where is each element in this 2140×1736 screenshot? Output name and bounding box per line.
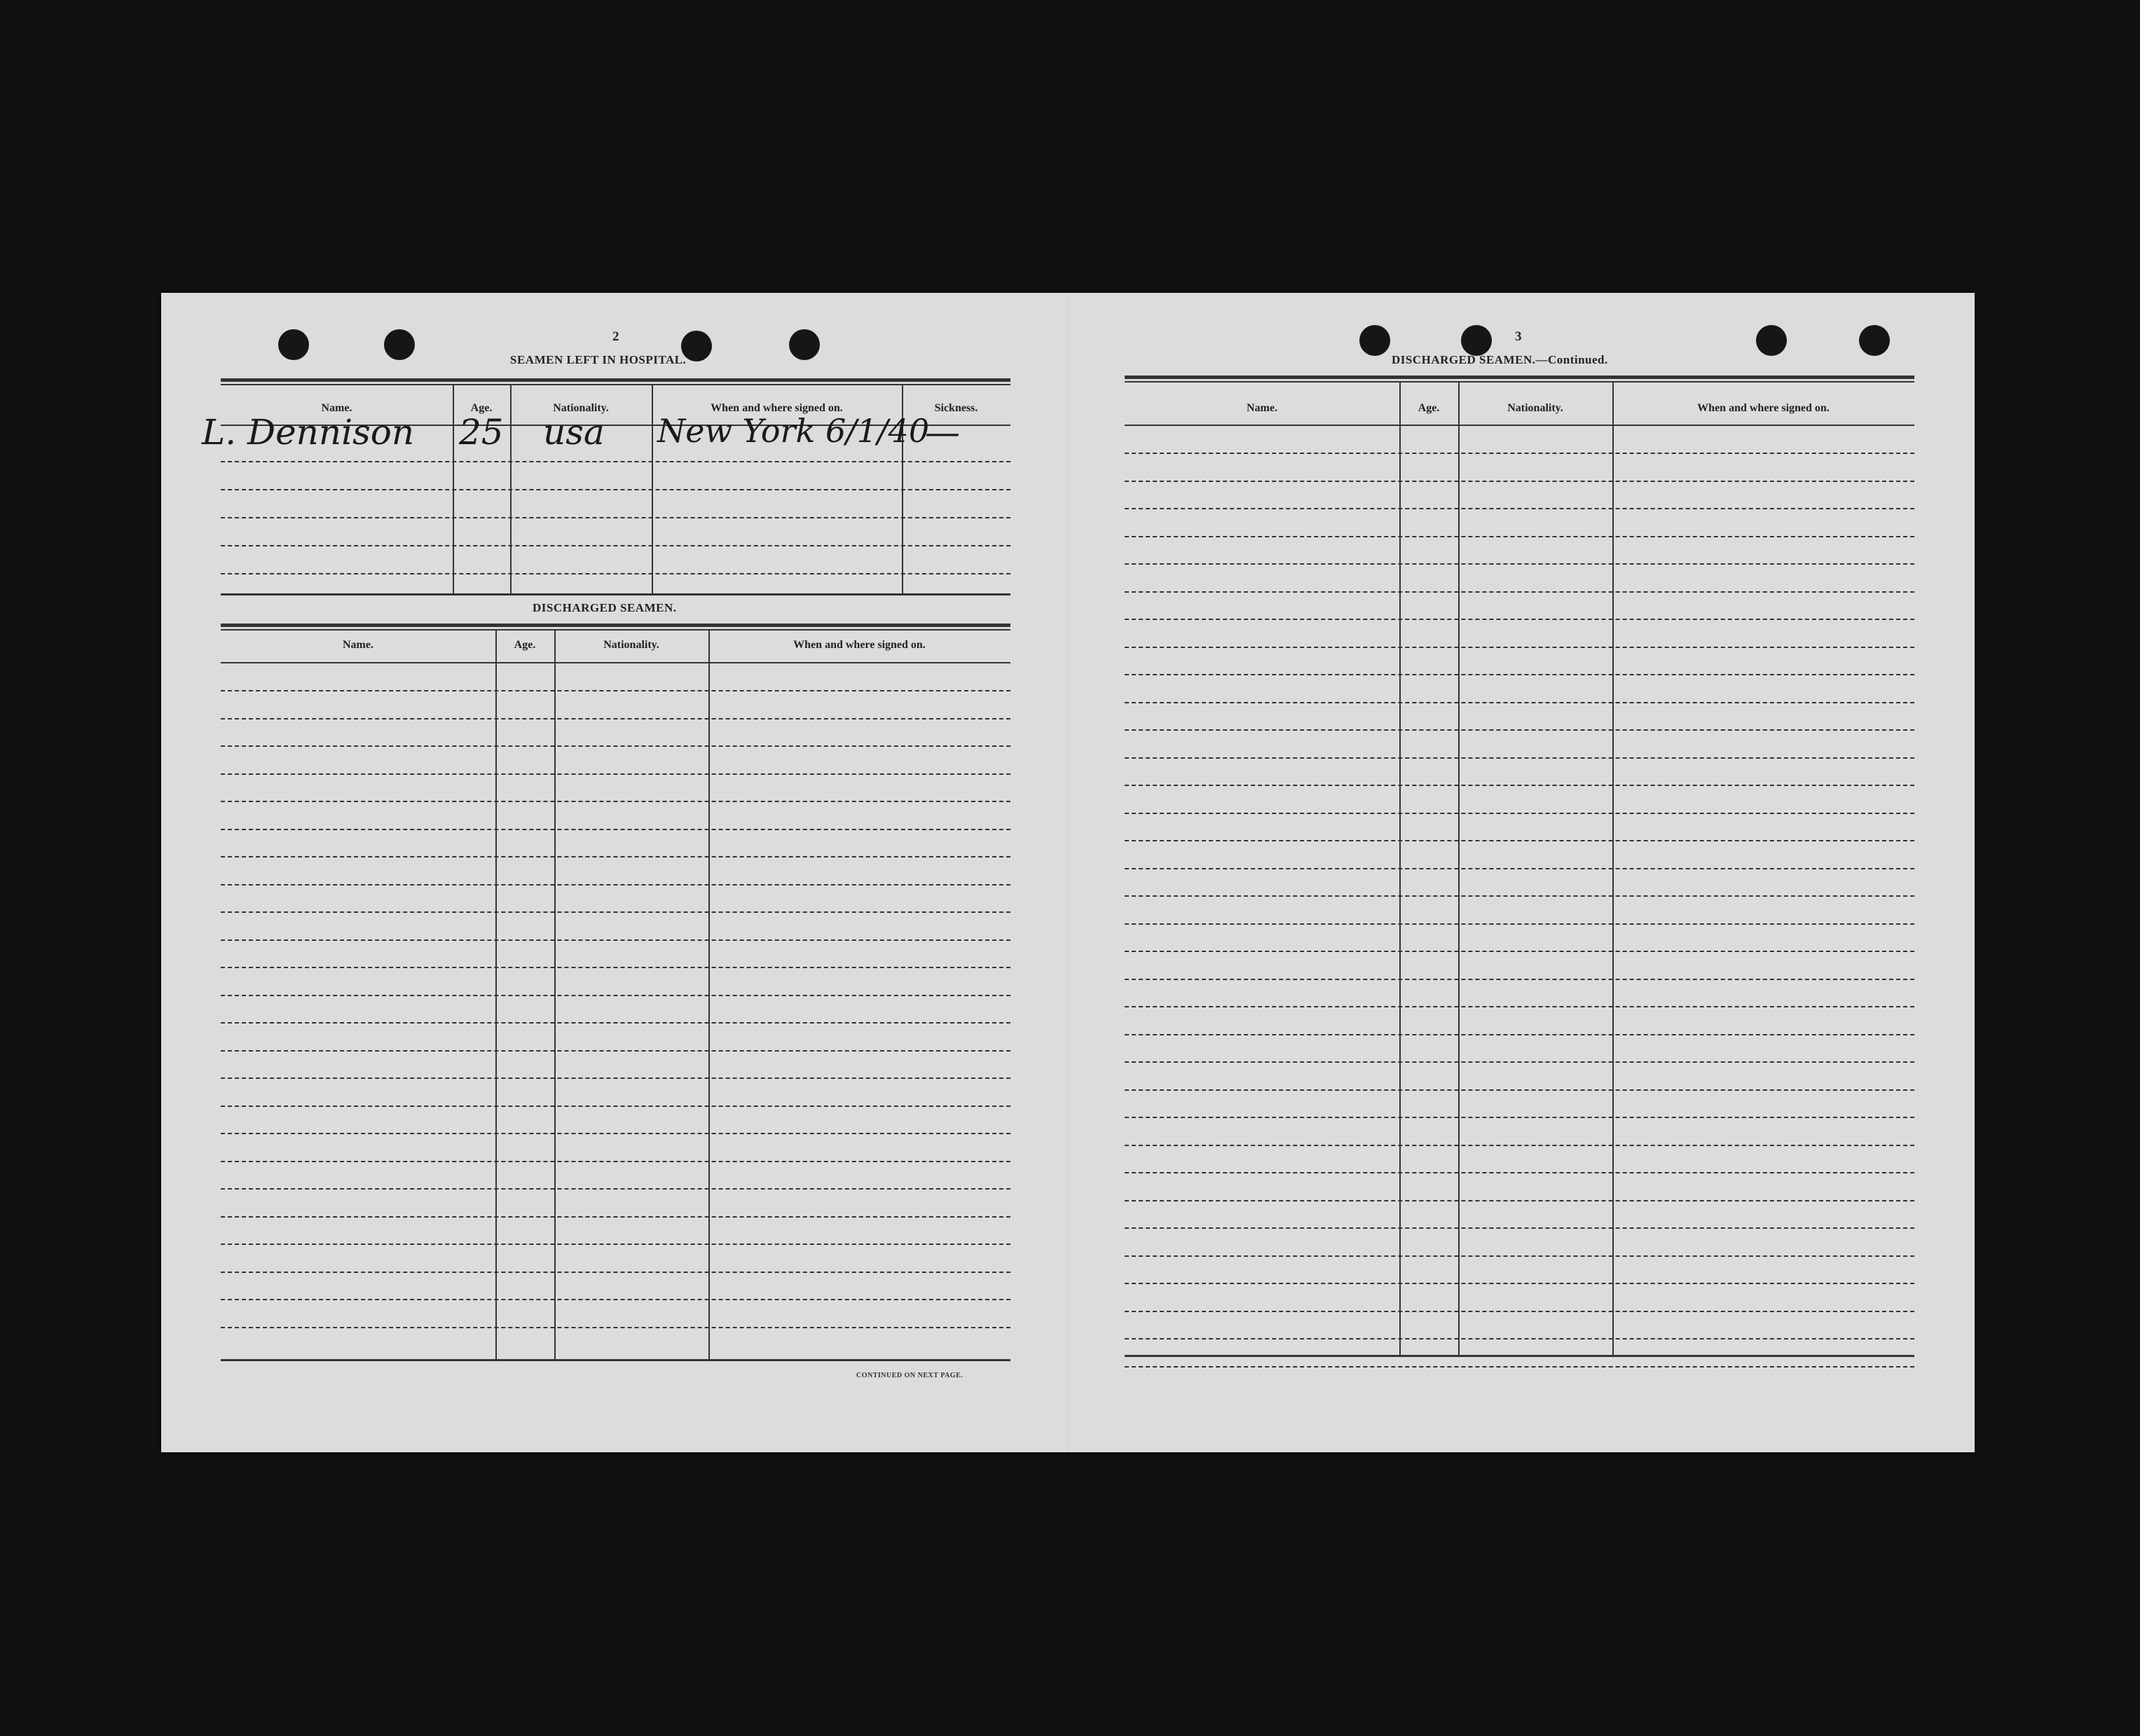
- ruled-line: [221, 690, 1010, 691]
- ruled-line: [1125, 868, 1914, 869]
- punch-hole: [1461, 325, 1492, 356]
- ruled-line: [221, 995, 1010, 996]
- hospital-entry-name: L. Dennison: [202, 412, 415, 453]
- column-header-name: Name.: [1247, 402, 1277, 414]
- page-number-left: 2: [612, 329, 619, 344]
- ruled-line: [1125, 1117, 1914, 1118]
- ruled-line: [1125, 536, 1914, 537]
- punch-hole: [1359, 325, 1390, 356]
- column-header-name: Name.: [343, 639, 373, 651]
- ruled-line: [1125, 951, 1914, 952]
- discharged-section-title: DISCHARGED SEAMEN.: [533, 601, 677, 614]
- ruled-line: [1125, 647, 1914, 648]
- column-header-sickness: Sickness.: [934, 402, 978, 414]
- page-number-right: 3: [1515, 329, 1522, 344]
- column-header-nationality: Nationality.: [1507, 402, 1563, 414]
- ruled-line: [221, 1022, 1010, 1024]
- ruled-line: [1125, 979, 1914, 980]
- ruled-line: [1125, 895, 1914, 897]
- ruled-line: [221, 745, 1010, 747]
- ruled-line: [221, 1133, 1010, 1134]
- discharged-table-right: [1125, 376, 1914, 1370]
- ruled-line: [221, 801, 1010, 802]
- column-header-age: Age.: [1418, 402, 1440, 414]
- ruled-line: [221, 1105, 1010, 1107]
- ruled-line: [1125, 563, 1914, 565]
- ruled-line: [221, 1272, 1010, 1273]
- ruled-line: [1125, 1338, 1914, 1339]
- column-header-age: Age.: [470, 402, 493, 414]
- ruled-line: [1125, 591, 1914, 593]
- ruled-line: [1125, 674, 1914, 675]
- ruled-line: [1125, 923, 1914, 925]
- discharged-continued-title: DISCHARGED SEAMEN.—Continued.: [1392, 353, 1608, 366]
- ruled-line: [221, 1077, 1010, 1079]
- ruled-line: [221, 967, 1010, 968]
- ruled-line: [221, 939, 1010, 941]
- ruled-line: [221, 884, 1010, 886]
- hospital-entry-signed-on: New York 6/1/40: [657, 412, 930, 450]
- ruled-line: [1125, 619, 1914, 620]
- ruled-line: [221, 911, 1010, 913]
- ruled-line: [221, 1327, 1010, 1328]
- column-header-age: Age.: [514, 639, 536, 651]
- ruled-line: [221, 1050, 1010, 1052]
- ruled-line: [1125, 1061, 1914, 1063]
- page-fold: [1067, 293, 1068, 1452]
- ruled-line: [1125, 1034, 1914, 1035]
- ruled-line: [1125, 729, 1914, 731]
- ruled-line: [221, 856, 1010, 857]
- punch-hole: [789, 329, 820, 360]
- punch-hole: [384, 329, 415, 360]
- ruled-line: [221, 1188, 1010, 1190]
- ruled-line: [221, 1244, 1010, 1245]
- hospital-entry-age: 25: [459, 412, 504, 453]
- column-header-signed-on: When and where signed on.: [1697, 402, 1830, 414]
- ruled-line: [221, 1299, 1010, 1300]
- ruled-line: [1125, 1366, 1914, 1368]
- ruled-line: [1125, 757, 1914, 759]
- column-header-signed-on: When and where signed on.: [711, 402, 843, 414]
- discharged-table-left: [221, 624, 1010, 1366]
- ruled-line: [1125, 508, 1914, 509]
- ruled-line: [221, 718, 1010, 719]
- column-header-nationality: Nationality.: [603, 639, 659, 651]
- ruled-line: [1125, 1283, 1914, 1284]
- ruled-line: [221, 1216, 1010, 1218]
- ruled-line: [221, 829, 1010, 830]
- column-header-name: Name.: [321, 402, 352, 414]
- hospital-entry-sickness: —: [925, 412, 960, 453]
- ruled-line: [1125, 1089, 1914, 1091]
- ruled-line: [1125, 1172, 1914, 1173]
- punch-hole: [1859, 325, 1890, 356]
- ruled-line: [1125, 1255, 1914, 1257]
- ruled-line: [1125, 1145, 1914, 1146]
- hospital-entry-nationality: usa: [543, 412, 605, 453]
- ruled-line: [221, 773, 1010, 775]
- ruled-line: [1125, 481, 1914, 482]
- punch-hole: [1756, 325, 1787, 356]
- ruled-line: [221, 1161, 1010, 1162]
- ruled-line: [1125, 1311, 1914, 1312]
- ruled-line: [1125, 840, 1914, 841]
- ruled-line: [1125, 813, 1914, 814]
- continued-note: CONTINUED ON NEXT PAGE.: [856, 1372, 963, 1379]
- punch-hole: [278, 329, 309, 360]
- ruled-line: [1125, 702, 1914, 703]
- hospital-section-title: SEAMEN LEFT IN HOSPITAL.: [510, 353, 687, 366]
- ruled-line: [1125, 785, 1914, 786]
- ruled-line: [1125, 1227, 1914, 1229]
- ruled-line: [1125, 1200, 1914, 1201]
- column-header-nationality: Nationality.: [553, 402, 609, 414]
- ledger-sheet: [161, 293, 1975, 1452]
- ruled-line: [1125, 453, 1914, 454]
- column-header-signed-on: When and where signed on.: [793, 639, 926, 651]
- ruled-line: [1125, 1006, 1914, 1007]
